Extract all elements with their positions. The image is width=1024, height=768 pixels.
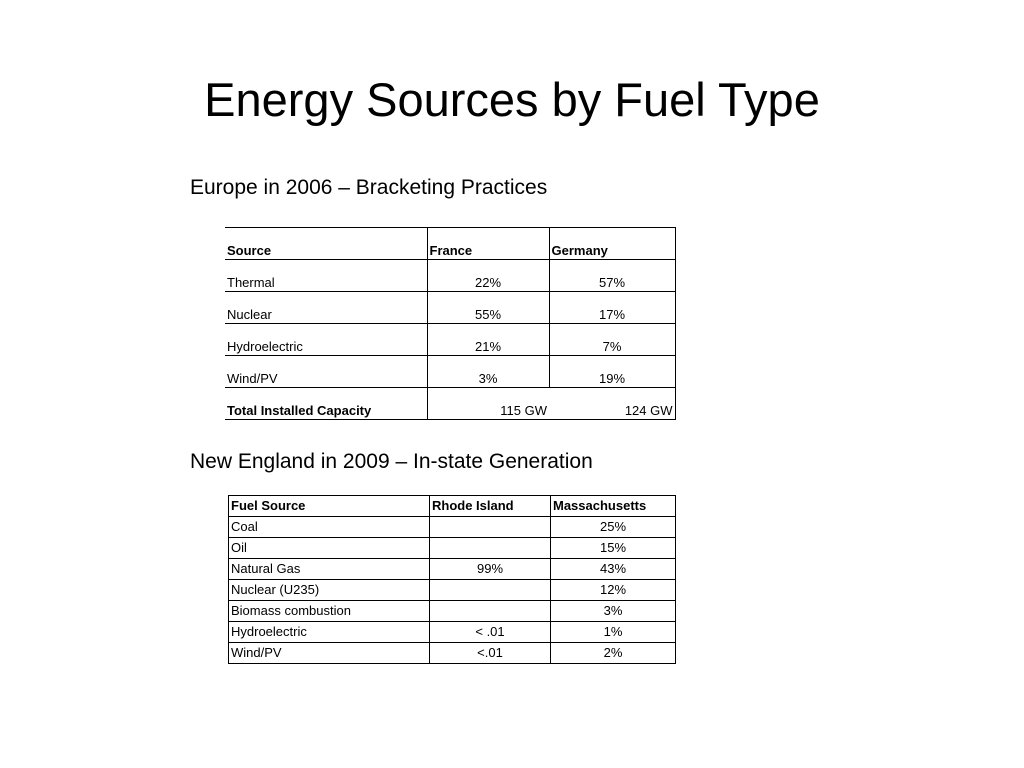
table-row — [229, 538, 676, 559]
cell-germany: 57% — [549, 260, 675, 292]
cell-rhode-island — [430, 517, 551, 538]
total-france: 115 GW — [427, 388, 549, 420]
cell-rhode-island — [430, 601, 551, 622]
cell-germany: 19% — [549, 356, 675, 388]
cell-france: 3% — [427, 356, 549, 388]
cell-massachusetts: 43% — [551, 559, 676, 580]
table-row — [229, 601, 676, 622]
table-row — [225, 260, 675, 292]
cell-massachusetts: 15% — [551, 538, 676, 559]
table-header-row — [225, 228, 675, 260]
header-fuel-source: Fuel Source — [229, 496, 430, 517]
cell-rhode-island: 99% — [430, 559, 551, 580]
row-label: Biomass combustion — [229, 601, 430, 622]
cell-france: 22% — [427, 260, 549, 292]
cell-germany: 7% — [549, 324, 675, 356]
cell-germany: 17% — [549, 292, 675, 324]
cell-rhode-island: < .01 — [430, 622, 551, 643]
row-label: Nuclear — [225, 292, 427, 324]
row-label: Nuclear (U235) — [229, 580, 430, 601]
row-label: Wind/PV — [229, 643, 430, 664]
header-massachusetts: Massachusetts — [551, 496, 676, 517]
table-row — [225, 356, 675, 388]
europe-subtitle: Europe in 2006 – Bracketing Practices — [190, 176, 548, 199]
header-germany: Germany — [549, 228, 675, 260]
total-label: Total Installed Capacity — [225, 388, 427, 420]
row-label: Coal — [229, 517, 430, 538]
slide-title: Energy Sources by Fuel Type — [204, 73, 820, 126]
header-france: France — [427, 228, 549, 260]
cell-rhode-island: <.01 — [430, 643, 551, 664]
table-row — [229, 517, 676, 538]
row-label: Wind/PV — [225, 356, 427, 388]
table-row — [229, 580, 676, 601]
cell-massachusetts: 12% — [551, 580, 676, 601]
table-header-row — [229, 496, 676, 517]
cell-rhode-island — [430, 580, 551, 601]
cell-massachusetts: 1% — [551, 622, 676, 643]
table-row — [225, 292, 675, 324]
table-row — [229, 622, 676, 643]
table-row — [225, 324, 675, 356]
new-england-generation-table — [228, 495, 676, 664]
new-england-subtitle: New England in 2009 – In-state Generation — [190, 450, 593, 473]
row-label: Natural Gas — [229, 559, 430, 580]
header-source: Source — [225, 228, 427, 260]
cell-massachusetts: 3% — [551, 601, 676, 622]
total-germany: 124 GW — [549, 388, 675, 420]
table-total-row — [225, 388, 675, 420]
row-label: Oil — [229, 538, 430, 559]
header-rhode-island: Rhode Island — [430, 496, 551, 517]
europe-energy-table — [225, 227, 676, 420]
cell-massachusetts: 2% — [551, 643, 676, 664]
row-label: Hydroelectric — [229, 622, 430, 643]
cell-massachusetts: 25% — [551, 517, 676, 538]
table-row — [229, 643, 676, 664]
table-row — [229, 559, 676, 580]
row-label: Thermal — [225, 260, 427, 292]
cell-france: 21% — [427, 324, 549, 356]
cell-rhode-island — [430, 538, 551, 559]
row-label: Hydroelectric — [225, 324, 427, 356]
cell-france: 55% — [427, 292, 549, 324]
